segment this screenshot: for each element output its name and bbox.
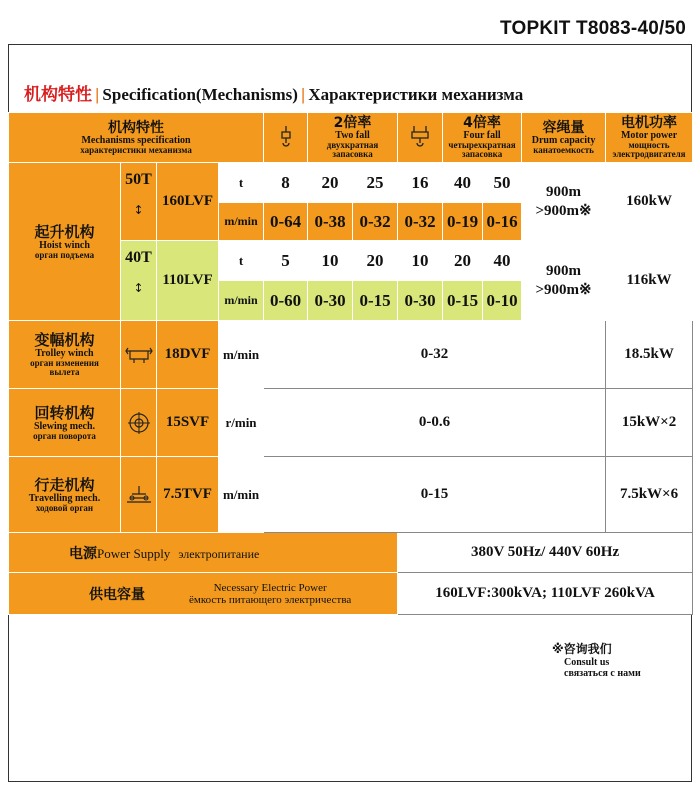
footnote <box>552 640 641 679</box>
separator: | <box>300 85 306 104</box>
slewing-label <box>9 389 121 457</box>
speed-cell: 0-32 <box>398 203 443 241</box>
four-fall-icon <box>398 113 443 163</box>
model-7-5tvf: 7.5TVF <box>157 457 219 533</box>
motor-en: Motor power <box>620 130 678 141</box>
load-cell: 16 <box>398 163 443 203</box>
footnote-en: Consult us <box>564 657 610 668</box>
load-cell: 20 <box>443 241 483 281</box>
speed-cell: 0-15 <box>443 281 483 321</box>
model-15svf: 15SVF <box>157 389 219 457</box>
separator: | <box>95 85 100 104</box>
load-cell: 5 <box>264 241 308 281</box>
travel-cn: 行走机构 <box>34 475 95 494</box>
trolley-label <box>9 321 121 389</box>
motor-ru1: мощность <box>628 140 670 150</box>
four-fall-ru1: четырехкратная <box>448 140 516 150</box>
ton-40-label: 40T <box>125 249 152 266</box>
drum-value-ext: >900m※ <box>535 202 592 219</box>
speed-cell: 0-19 <box>443 203 483 241</box>
ton-50-label: 50T <box>125 171 152 188</box>
travel-icon <box>121 457 157 533</box>
header-row <box>9 113 693 163</box>
unit-mmin: m/min <box>219 457 264 533</box>
travel-en: Travelling mech. <box>28 492 101 504</box>
load-cell: 10 <box>308 241 353 281</box>
hoist-label <box>9 163 121 321</box>
motor-cn: 电机功率 <box>621 115 678 131</box>
speed-cell: 0-10 <box>483 281 522 321</box>
hoist-cn: 起升机构 <box>34 222 95 241</box>
load-cell: 50 <box>483 163 522 203</box>
two-fall-icon <box>264 113 308 163</box>
electric-power-ru: ёмкость питающего электричества <box>189 593 352 606</box>
speed-cell: 0-38 <box>308 203 353 241</box>
two-fall-cn: 2倍率 <box>333 115 372 131</box>
power-supply-label <box>9 533 398 573</box>
section-heading-ru: Характеристики механизма <box>308 85 524 104</box>
power-supply-ru: электропитание <box>178 546 260 561</box>
two-fall-ru1: двухкратная <box>326 140 379 150</box>
unit-mmin: m/min <box>219 281 264 321</box>
motor-ru2: электродвигателя <box>612 149 686 159</box>
load-cell: 20 <box>353 241 398 281</box>
electric-power-label <box>9 573 398 615</box>
model-18dvf: 18DVF <box>157 321 219 389</box>
travel-speed: 0-15 <box>264 457 606 533</box>
speed-cell: 0-16 <box>483 203 522 241</box>
travel-label <box>9 457 121 533</box>
trolley-ru1: орган изменения <box>30 358 99 368</box>
section-heading <box>24 80 523 105</box>
trolley-en: Trolley winch <box>35 348 94 359</box>
ton-40 <box>121 241 157 321</box>
model-110lvf: 110LVF <box>157 241 219 321</box>
hoist-en: Hoist winch <box>39 239 90 251</box>
travel-power: 7.5kW×6 <box>606 457 693 533</box>
model-160lvf: 160LVF <box>157 163 219 241</box>
drum-value: 900m <box>546 262 582 279</box>
header-four-fall <box>443 113 522 163</box>
spec-table <box>8 112 693 615</box>
travel-ru: ходовой орган <box>35 502 94 513</box>
electric-power-value: 160LVF:300kVA; 110LVF 260kVA <box>398 573 693 615</box>
slewing-ru: орган поворота <box>33 430 96 441</box>
unit-mmin: m/min <box>219 321 264 389</box>
drum-value: 900m <box>546 183 582 200</box>
footnote-cn: ※咨询我们 <box>552 642 612 656</box>
header-mechanisms <box>9 113 264 163</box>
unit-rmin: r/min <box>219 389 264 457</box>
trolley-row <box>9 321 693 389</box>
section-heading-en: Specification(Mechanisms) <box>102 85 298 104</box>
slewing-speed: 0-0.6 <box>264 389 606 457</box>
up-down-arrow-icon: ↕ <box>133 281 144 295</box>
model-title: TOPKIT T8083-40/50 <box>500 18 686 39</box>
slewing-cn: 回转机构 <box>34 403 95 422</box>
four-fall-en: Four fall <box>463 130 501 141</box>
power-supply-cn: 电源 <box>69 545 97 562</box>
header-mech-cn: 机构特性 <box>108 119 165 136</box>
load-cell: 20 <box>308 163 353 203</box>
trolley-icon <box>121 321 157 389</box>
drum-40 <box>522 241 606 321</box>
load-cell: 10 <box>398 241 443 281</box>
power-supply-en: Power Supply <box>97 545 171 561</box>
trolley-speed: 0-32 <box>264 321 606 389</box>
speed-cell: 0-30 <box>308 281 353 321</box>
load-cell: 40 <box>483 241 522 281</box>
drum-value-ext: >900m※ <box>535 281 592 298</box>
power-supply-row <box>9 533 693 573</box>
speed-cell: 0-64 <box>264 203 308 241</box>
trolley-cn: 变幅机构 <box>34 331 95 349</box>
power-40: 116kW <box>606 241 693 321</box>
load-cell: 40 <box>443 163 483 203</box>
header-motor <box>606 113 693 163</box>
four-fall-ru2: запасовка <box>461 149 503 159</box>
load-cell: 8 <box>264 163 308 203</box>
drum-ru: канатоемкость <box>533 144 594 155</box>
hoist-ru: орган подъема <box>34 249 95 260</box>
header-mech-ru: характеристики механизма <box>80 144 192 155</box>
unit-t: t <box>219 241 264 281</box>
slewing-power: 15kW×2 <box>606 389 693 457</box>
load-cell: 25 <box>353 163 398 203</box>
speed-cell: 0-15 <box>353 281 398 321</box>
four-fall-cn: 4倍率 <box>463 115 501 131</box>
ton-50 <box>121 163 157 241</box>
slewing-icon <box>121 389 157 457</box>
two-fall-ru2: запасовка <box>332 149 373 159</box>
electric-power-row <box>9 573 693 615</box>
header-drum <box>522 113 606 163</box>
drum-50 <box>522 163 606 241</box>
section-heading-cn: 机构特性 <box>24 85 92 105</box>
drum-en: Drum capacity <box>531 134 596 146</box>
power-50: 160kW <box>606 163 693 241</box>
header-mech-en: Mechanisms specification <box>81 134 191 146</box>
slewing-en: Slewing mech. <box>33 420 96 432</box>
speed-cell: 0-60 <box>264 281 308 321</box>
slewing-row <box>9 389 693 457</box>
drum-cn: 容绳量 <box>542 119 585 136</box>
up-down-arrow-icon: ↕ <box>133 203 144 217</box>
electric-power-cn: 供电容量 <box>89 586 145 603</box>
power-supply-value: 380V 50Hz/ 440V 60Hz <box>398 533 693 573</box>
speed-cell: 0-30 <box>398 281 443 321</box>
speed-cell: 0-32 <box>353 203 398 241</box>
hoist-50t-load-row <box>9 163 693 203</box>
trolley-power: 18.5kW <box>606 321 693 389</box>
header-two-fall <box>308 113 398 163</box>
unit-t: t <box>219 163 264 203</box>
electric-power-en: Necessary Electric Power <box>213 581 327 594</box>
trolley-ru2: вылета <box>49 367 80 377</box>
unit-mmin: m/min <box>219 203 264 241</box>
travel-row <box>9 457 693 533</box>
two-fall-en: Two fall <box>335 130 370 141</box>
footnote-ru: связаться с нами <box>564 668 641 679</box>
